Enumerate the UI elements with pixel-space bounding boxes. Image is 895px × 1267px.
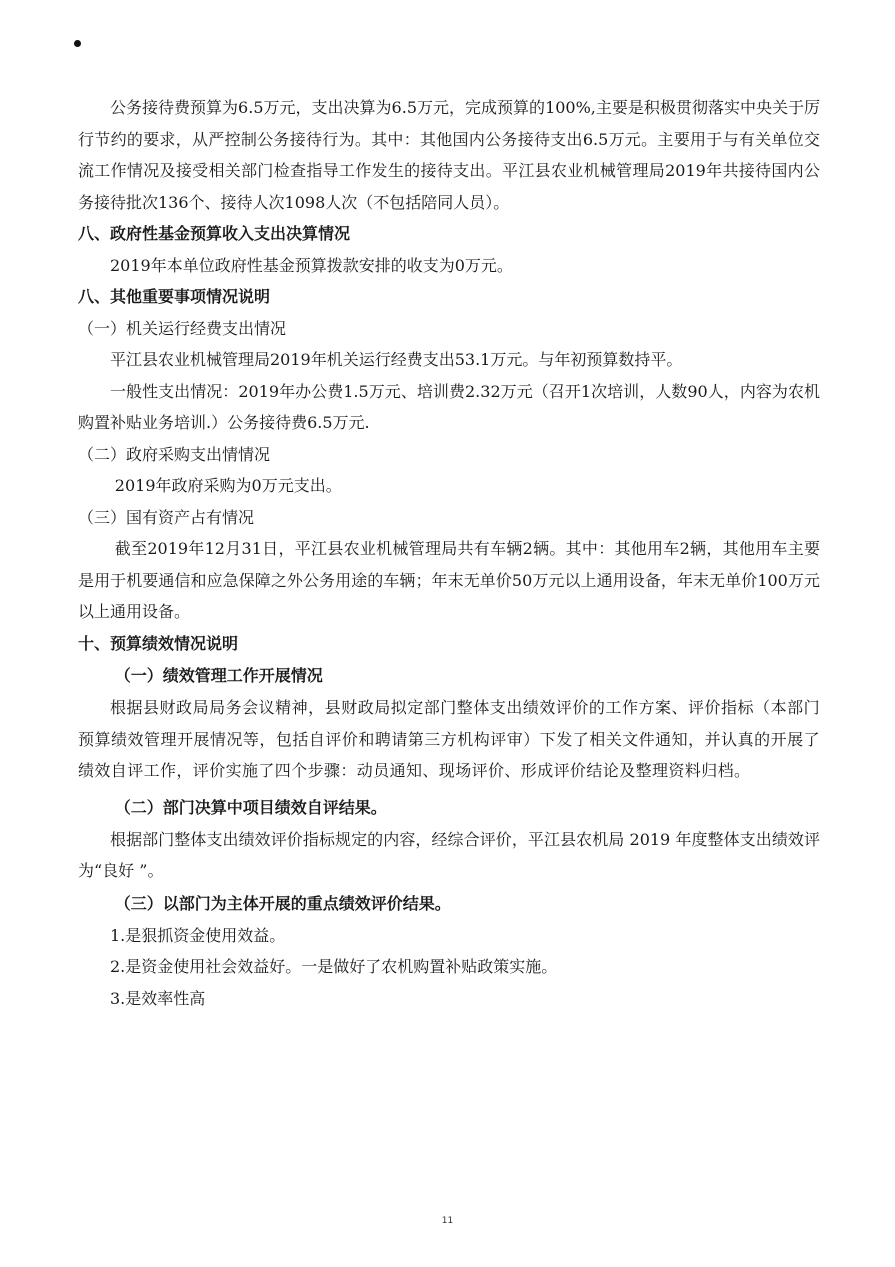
- list-item-3: 3.是效率性高: [110, 988, 206, 1008]
- subheading-procurement: （二）政府采购支出情情况: [78, 444, 271, 464]
- paragraph-general-expenses: 一般性支出情况：2019年办公费1.5万元、培训费2.32万元（召开1次培训，人数90人，内容为农机购置补贴业务培训.）公务接待费6.5万元.: [78, 381, 820, 432]
- page-number: 11: [441, 1216, 454, 1226]
- paragraph-gov-fund: 2019年本单位政府性基金预算拨款安排的收支为0万元。: [110, 255, 513, 275]
- heading-other-matters: 八、其他重要事项情况说明: [78, 287, 271, 306]
- paragraph-operating-expenses: 平江县农业机械管理局2019年机关运行经费支出53.1万元。与年初预算数持平。: [110, 350, 683, 369]
- bullet-dot: [74, 40, 81, 47]
- paragraph-performance-management: 根据县财政局局务会议精神，县财政局拟定部门整体支出绩效评价的工作方案、评价指标（本部门预算绩效管理开展情况等，包括自评价和聘请第三方机构评审）下发了相关文件通知，并认真的开展了绩效自评工作，评价实施了四个步骤：动员通知、现场评价、形成评价结论及整理资料归档。: [78, 698, 820, 780]
- paragraph-state-assets: 截至2019年12月31日，平江县农业机械管理局共有车辆2辆。其中：其他用车2辆，其他用车主要是用于机要通信和应急保障之外公务用途的车辆；年末无单价50万元以上通用设备，年末无单价100万元以上通用设备。: [78, 539, 820, 621]
- heading-key-evaluation: （三）以部门为主体开展的重点绩效评价结果。: [114, 893, 451, 913]
- list-item-1: 1.是狠抓资金使用效益。: [110, 925, 286, 945]
- heading-gov-fund: 八、政府性基金预算收入支出决算情况: [78, 224, 351, 243]
- heading-self-evaluation: （二）部门决算中项目绩效自评结果。: [114, 797, 387, 817]
- document-body: [78, 92, 820, 1014]
- subheading-operating-expenses: （一）机关运行经费支出情况: [78, 318, 287, 338]
- heading-performance-management: （一）绩效管理工作开展情况: [114, 666, 323, 685]
- paragraph-reception-expenses: 公务接待费预算为6.5万元，支出决算为6.5万元，完成预算的100%,主要是积极贯彻落实中央关于厉行节约的要求，从严控制公务接待行为。其中：其他国内公务接待支出6.5万元。主要用于与有关单位交流工作情况及接受相关部门检查指导工作发生的接待支出。平江县农业机械管理局2019年共接待国内公务接待批次136个、接待人次1098人次（不包括陪同人员）。: [78, 98, 820, 212]
- paragraph-self-evaluation: 根据部门整体支出绩效评价指标规定的内容，经综合评价，平江县农机局 2019 年度整体支出绩效评为“良好 ”。: [78, 829, 820, 880]
- subheading-state-assets: （三）国有资产占有情况: [78, 507, 255, 527]
- heading-performance: 十、预算绩效情况说明: [78, 633, 239, 653]
- paragraph-procurement: 2019年政府采购为0万元支出。: [114, 476, 342, 495]
- list-item-2: 2.是资金使用社会效益好。一是做好了农机购置补贴政策实施。: [110, 957, 558, 976]
